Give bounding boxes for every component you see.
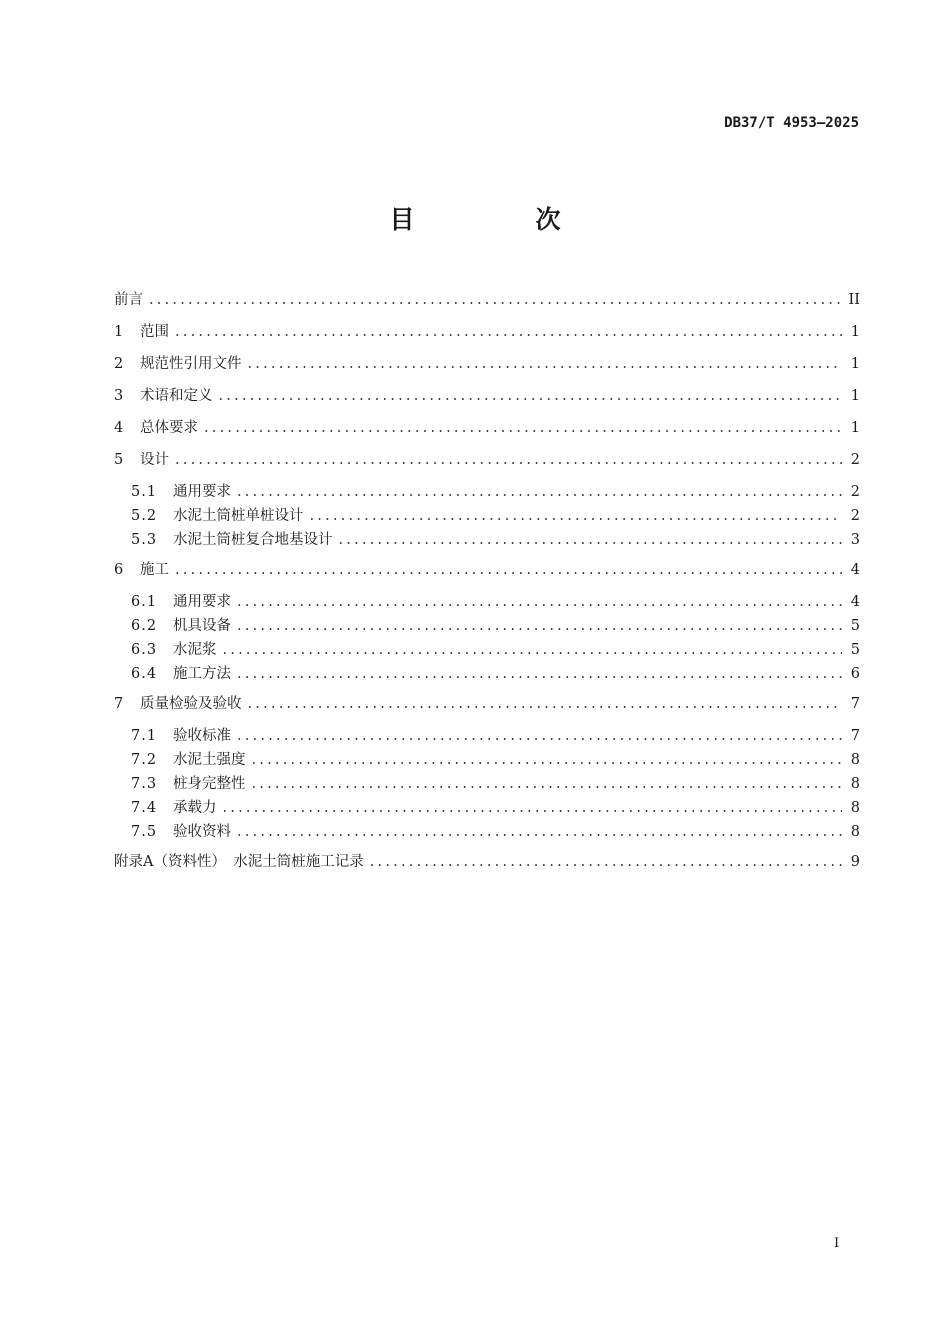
toc-entry-number: 7.1 — [131, 728, 158, 744]
toc-entry-number: 6.4 — [131, 666, 158, 682]
page-title: 目 次 — [389, 205, 609, 234]
toc-entry-page: 7 — [850, 696, 860, 712]
toc-entry-number: 7.3 — [131, 776, 158, 792]
toc-entry-page: 1 — [850, 356, 860, 372]
toc-entry-page: 2 — [850, 508, 860, 524]
toc-entry-number: 6.2 — [131, 618, 158, 634]
toc-entry[interactable] — [114, 820, 860, 850]
toc-entry-number: 5.1 — [131, 484, 158, 500]
toc-entry-label: 验收资料 — [173, 824, 231, 840]
toc-entry-leader — [237, 820, 842, 844]
toc-entry-leader — [204, 416, 842, 440]
toc-entry-label: 验收标准 — [173, 728, 231, 744]
toc-entry[interactable] — [114, 724, 860, 748]
toc-entry-number: 4 — [114, 420, 124, 436]
toc-entry[interactable] — [114, 480, 860, 504]
toc-entry-page: 2 — [850, 484, 860, 500]
toc-entry-leader — [237, 724, 842, 748]
toc-entry-label: 质量检验及验收 — [140, 696, 242, 712]
toc-entry[interactable] — [114, 288, 860, 320]
toc-entry[interactable] — [114, 528, 860, 558]
toc-entry-leader — [248, 352, 843, 376]
toc-entry-label: 施工 — [140, 562, 169, 578]
toc-entry-label: 水泥土筒桩单桩设计 — [173, 508, 304, 524]
toc-entry-leader — [370, 850, 842, 874]
page-number: I — [834, 1236, 840, 1251]
toc-entry-leader — [248, 692, 843, 716]
toc-entry[interactable] — [114, 796, 860, 820]
toc-entry[interactable] — [114, 638, 860, 662]
toc-entry-number: 6.3 — [131, 642, 158, 658]
toc-entry[interactable] — [114, 504, 860, 528]
toc-entry-number: 2 — [114, 356, 124, 372]
toc-entry-label: 范围 — [140, 324, 169, 340]
toc-entry-number: 7.2 — [131, 752, 158, 768]
toc-entry-leader — [252, 772, 843, 796]
toc-entry-label: 设计 — [140, 452, 169, 468]
toc-entry-page: 6 — [850, 666, 860, 682]
toc-entry-label: 水泥土强度 — [173, 752, 246, 768]
toc-entry-leader — [175, 448, 842, 472]
toc-entry-leader — [219, 384, 843, 408]
toc-entry[interactable] — [114, 352, 860, 384]
toc-entry-number: 3 — [114, 388, 124, 404]
toc-entry-number: 1 — [114, 324, 124, 340]
toc-entry-number: 7 — [114, 696, 124, 712]
toc-entry-number: 6 — [114, 562, 124, 578]
toc-entry-page: 7 — [850, 728, 860, 744]
toc-entry-leader — [237, 480, 842, 504]
toc-entry[interactable] — [114, 590, 860, 614]
toc-entry[interactable] — [114, 662, 860, 692]
toc-entry-page: 3 — [850, 532, 860, 548]
toc-entry-number: 7.5 — [131, 824, 158, 840]
toc-entry-leader — [310, 504, 843, 528]
toc-entry-leader — [223, 638, 843, 662]
toc-entry-page: 1 — [850, 388, 860, 404]
toc-entry-leader — [223, 796, 843, 820]
toc-entry[interactable] — [114, 850, 860, 882]
toc-entry-label: 桩身完整性 — [173, 776, 246, 792]
table-of-contents — [114, 288, 860, 882]
toc-entry-label: 术语和定义 — [140, 388, 213, 404]
toc-entry-page: 4 — [850, 562, 860, 578]
toc-entry-label: 总体要求 — [140, 420, 198, 436]
toc-entry-page: 8 — [850, 800, 860, 816]
toc-entry[interactable] — [114, 558, 860, 590]
toc-entry[interactable] — [114, 692, 860, 724]
toc-entry-number: 7.4 — [131, 800, 158, 816]
toc-entry-label: 通用要求 — [173, 484, 231, 500]
toc-entry-leader — [175, 558, 842, 582]
toc-entry-leader — [175, 320, 842, 344]
toc-entry-page: 2 — [850, 452, 860, 468]
toc-entry[interactable] — [114, 384, 860, 416]
toc-entry[interactable] — [114, 448, 860, 480]
toc-entry[interactable] — [114, 320, 860, 352]
toc-entry-label: 承载力 — [173, 800, 217, 816]
toc-entry-leader — [237, 662, 842, 686]
toc-entry[interactable] — [114, 748, 860, 772]
toc-entry-page: II — [848, 292, 860, 308]
toc-entry-page: 4 — [850, 594, 860, 610]
document-code: DB37/T 4953—2025 — [724, 115, 859, 131]
toc-entry-leader — [339, 528, 843, 552]
toc-entry-number: 6.1 — [131, 594, 158, 610]
toc-entry-page: 8 — [850, 776, 860, 792]
toc-entry-page: 8 — [850, 824, 860, 840]
toc-entry-label: 通用要求 — [173, 594, 231, 610]
toc-entry-label: 规范性引用文件 — [140, 356, 242, 372]
toc-entry[interactable] — [114, 614, 860, 638]
toc-entry[interactable] — [114, 416, 860, 448]
toc-entry-label: 施工方法 — [173, 666, 231, 682]
toc-entry-leader — [149, 288, 842, 312]
toc-entry[interactable] — [114, 772, 860, 796]
toc-entry-label: 前言 — [114, 292, 143, 308]
toc-entry-page: 9 — [850, 854, 860, 870]
toc-entry-leader — [237, 614, 842, 638]
toc-entry-page: 1 — [850, 420, 860, 436]
toc-entry-page: 8 — [850, 752, 860, 768]
toc-entry-page: 1 — [850, 324, 860, 340]
toc-entry-label: 附录A（资料性） 水泥土筒桩施工记录 — [114, 854, 364, 870]
toc-entry-leader — [237, 590, 842, 614]
toc-entry-page: 5 — [850, 618, 860, 634]
toc-entry-number: 5 — [114, 452, 124, 468]
toc-entry-label: 水泥土筒桩复合地基设计 — [173, 532, 333, 548]
toc-entry-number: 5.3 — [131, 532, 158, 548]
toc-entry-leader — [252, 748, 843, 772]
toc-entry-number: 5.2 — [131, 508, 158, 524]
toc-entry-label: 水泥浆 — [173, 642, 217, 658]
toc-entry-page: 5 — [850, 642, 860, 658]
toc-entry-label: 机具设备 — [173, 618, 231, 634]
